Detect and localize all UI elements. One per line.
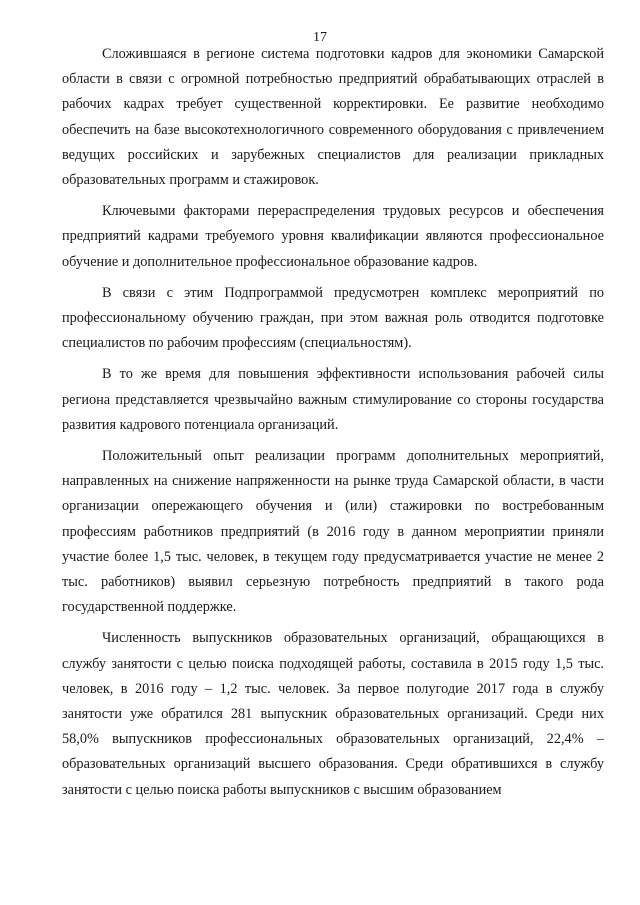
paragraph-1: Сложившаяся в регионе система подготовки кадров для экономики Самарской области в связи с огромной потребностью предприятий обрабатывающих отраслей в рабочих кадрах требует существенной корректировки. Ее развитие необходимо обеспечить на базе высокотехнологичного современного оборудования с привлечением ведущих российских и зарубежных специалистов для реализации прикладных образовательных программ и стажировок. xyxy=(62,46,604,189)
paragraph-6: Численность выпускников образовательных организаций, обращающихся в службу занятости с целью поиска подходящей работы, составила в 2015 году 1,5 тыс. человек, в 2016 году – 1,2 тыс. человек. За первое полугодие 2017 года в службу занятости уже обратился 281 выпускник образовательных организаций. Среди них 58,0% выпускников профессиональных образовательных организаций, 22,4% – образовательных организаций высшего образования. Среди обратившихся в службу занятости с целью поиска работы выпускников с высшим образованием xyxy=(62,630,604,798)
paragraph-2: Ключевыми факторами перераспределения трудовых ресурсов и обеспечения предприятий кадрами требуемого уровня квалификации являются профессиональное обучение и дополнительное профессиональное образование кадров. xyxy=(62,203,604,270)
paragraph-4: В то же время для повышения эффективности использования рабочей силы региона представляется чрезвычайно важным стимулирование со стороны государства развития кадрового потенциала организаций. xyxy=(62,366,604,433)
paragraph-3: В связи с этим Подпрограммой предусмотрен комплекс мероприятий по профессиональному обучению граждан, при этом важная роль отводится подготовке специалистов по рабочим профессиям (специальностям). xyxy=(62,284,604,352)
document-body xyxy=(62,42,604,809)
page-number: 17 xyxy=(313,30,327,45)
paragraph-5: Положительный опыт реализации программ дополнительных мероприятий, направленных на снижение напряженности на рынке труда Самарской области, в части организации опережающего обучения и (или) стажировки по востребованным профессиям работников предприятий (в 2016 году в данном мероприятии приняли участие более 1,5 тыс. человек, в текущем году предусматривается участие не менее 2 тыс. работников) выявил серьезную потребность предприятий в такого рода государственной поддержке. xyxy=(62,448,604,616)
